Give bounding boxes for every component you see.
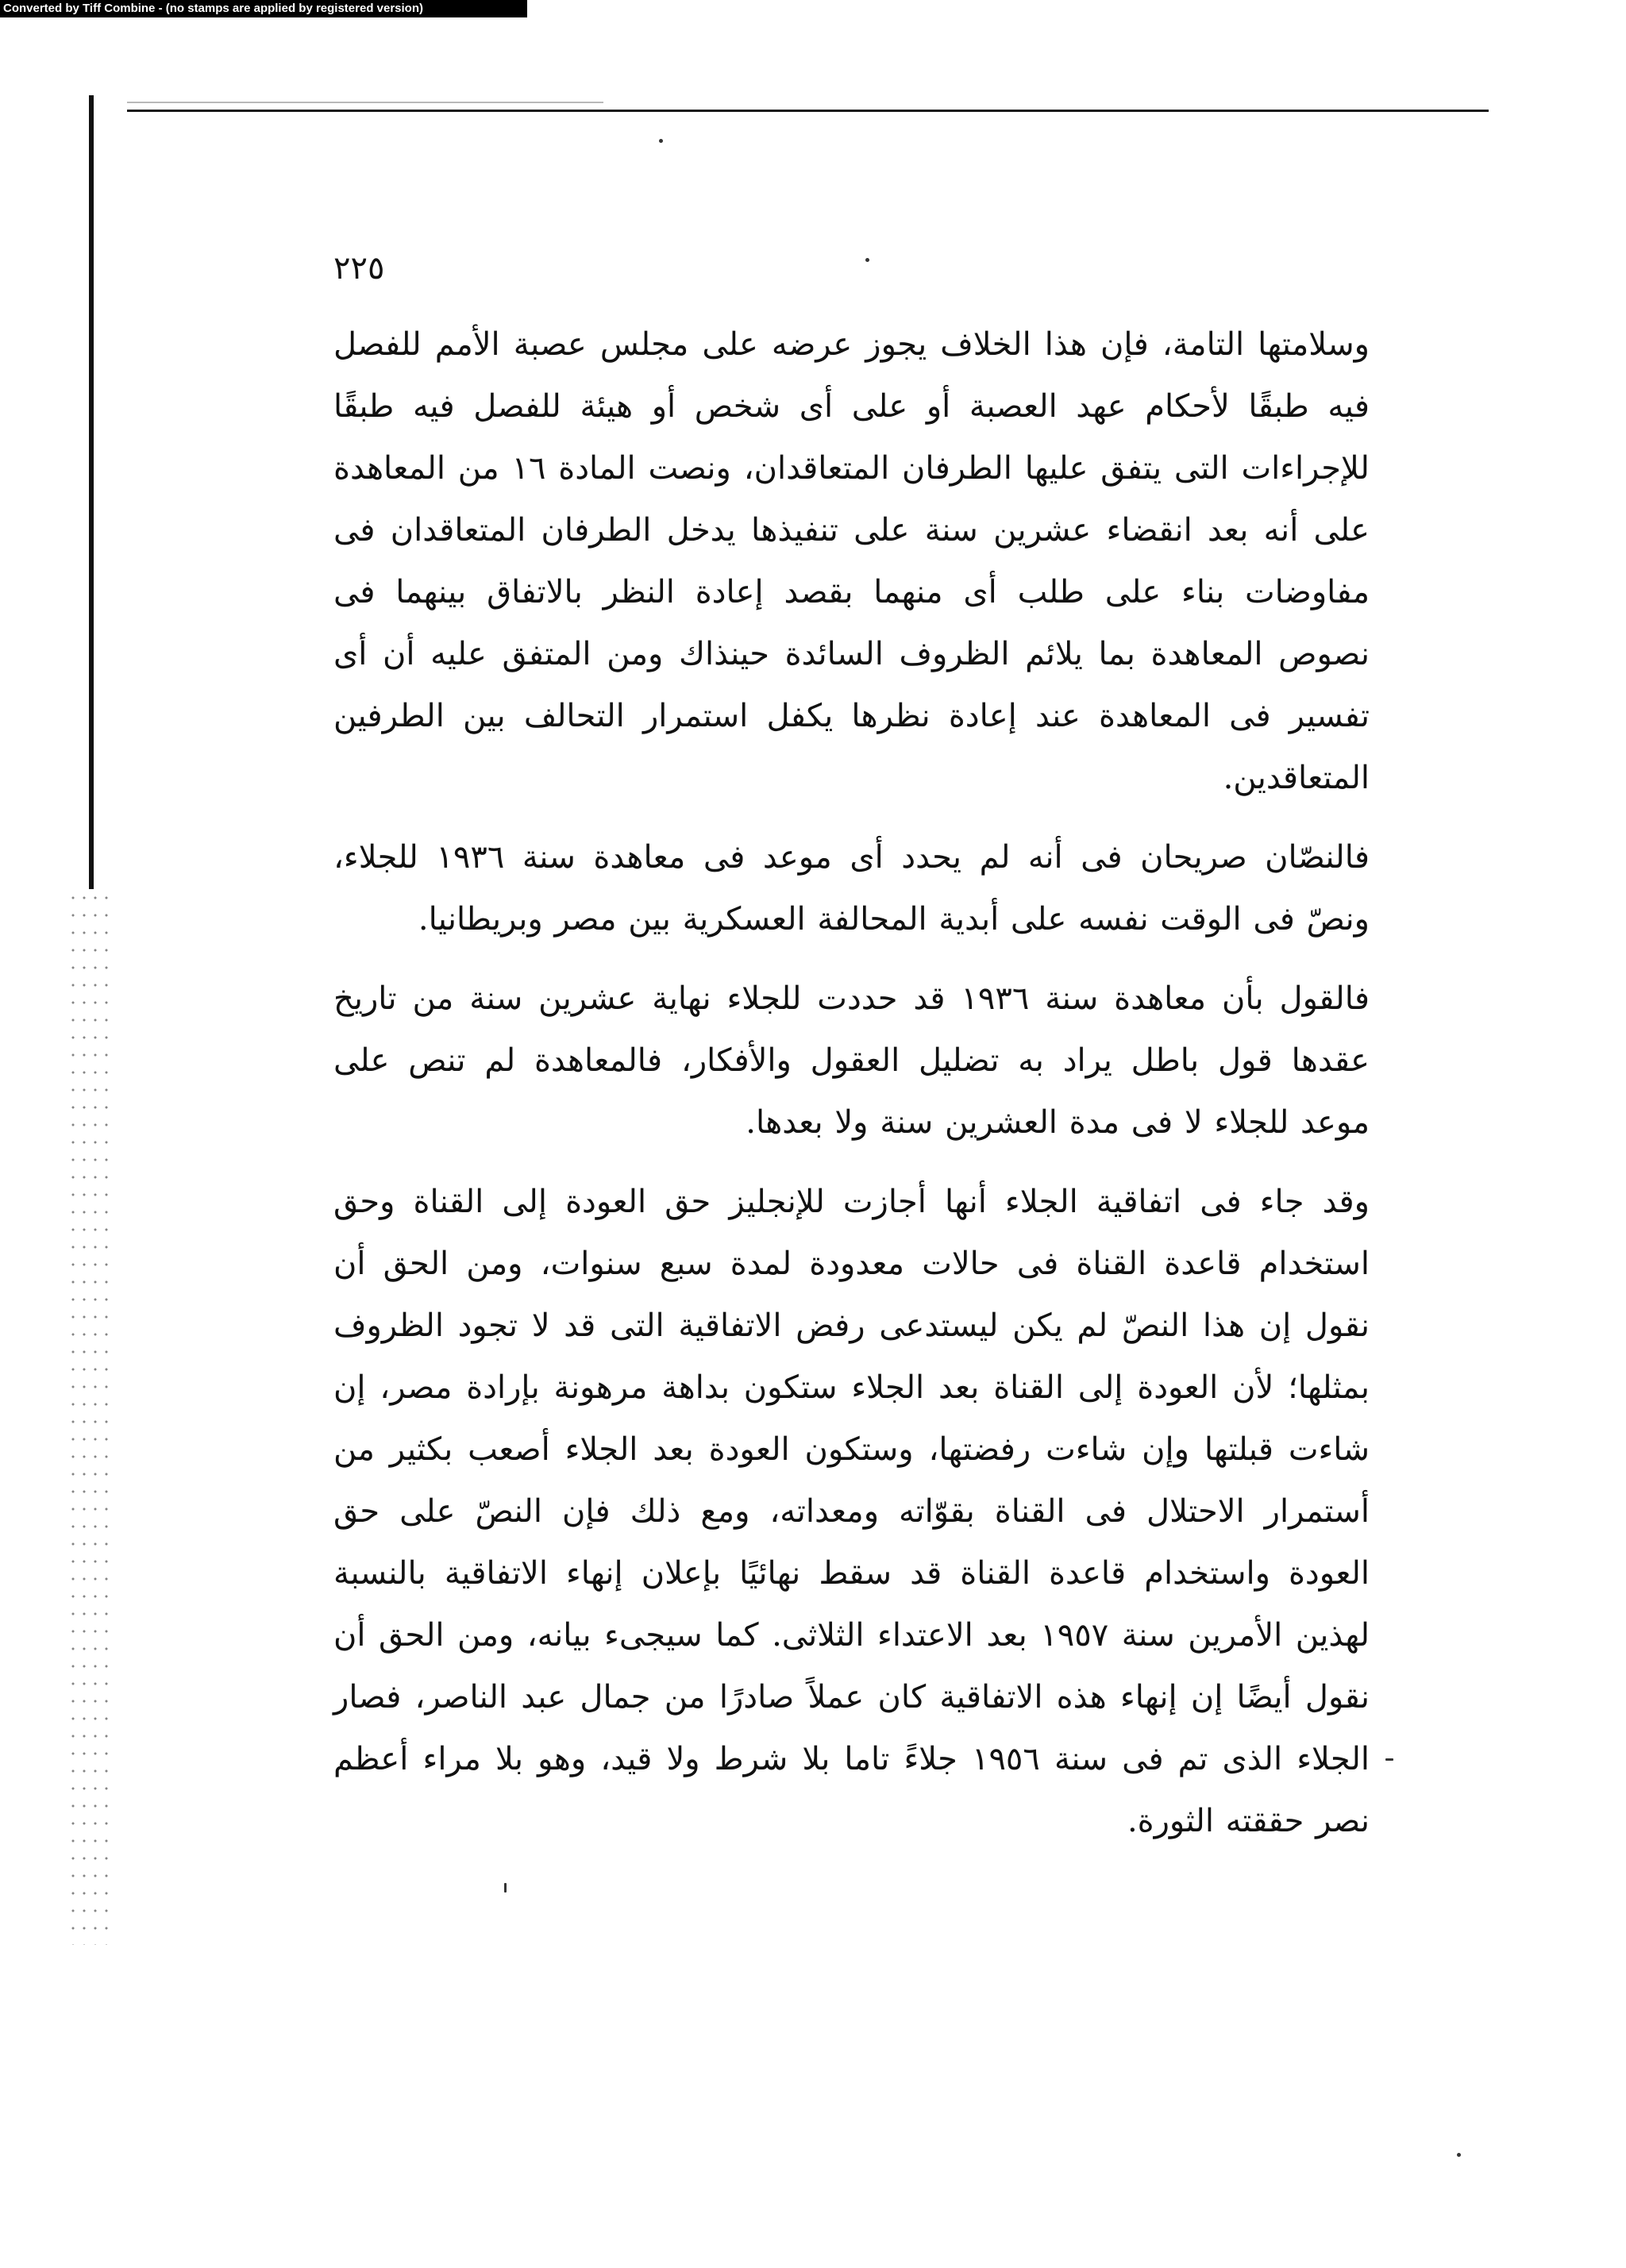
scan-binding-edge (89, 95, 105, 889)
scan-speck (1385, 1758, 1393, 1761)
paragraph-2: فالنصّان صريحان فى أنه لم يحدد أى موعد فى معاهدة سنة ١٩٣٦ للجلاء، ونصّ فى الوقت نفسه على أبدية المحالفة العسكرية بين مصر وبريطانيا. (333, 839, 1370, 938)
header-rule (127, 110, 1489, 112)
scan-binding-specks (67, 889, 115, 1945)
scan-speck (659, 139, 663, 143)
paragraph-3: فالقول بأن معاهدة سنة ١٩٣٦ قد حددت للجلاء نهاية عشرين سنة من تاريخ عقدها قول باطل يراد به تضليل العقول والأفكار، فالمعاهدة لم تنص على موعد للجلاء لا فى مدة العشرين سنة ولا بعدها. (333, 980, 1370, 1141)
converter-banner: Converted by Tiff Combine - (no stamps are applied by registered version) (0, 0, 527, 17)
paragraph-1: وسلامتها التامة، فإن هذا الخلاف يجوز عرضه على مجلس عصبة الأمم للفصل فيه طبقًا لأحكام عهد العصبة أو على أى شخص أو هيئة للفصل فيه طبقًا للإجراءات التى يتفق عليها الطرفان المتعاقدان، ونصت المادة ١٦ من المعاهدة على أنه بعد انقضاء عشرين سنة على تنفيذها يدخل الطرفان المتعاقدان فى مفاوضات بناء على طلب أى منهما بقصد إعادة النظر بالاتفاق بينهما فى نصوص المعاهدة بما يلائم الظروف السائدة حينذاك ومن المتفق عليه أن أى تفسير فى المعاهدة عند إعادة نظرها يكفل استمرار التحالف بين الطرفين المتعاقدين. (333, 326, 1370, 796)
body-text (333, 314, 1370, 1852)
page-number: ٢٢٥ (333, 250, 385, 287)
paragraph-4: وقد جاء فى اتفاقية الجلاء أنها أجازت للإنجليز حق العودة إلى القناة وحق استخدام قاعدة القناة فى حالات معدودة لمدة سبع سنوات، ومن الحق أن نقول إن هذا النصّ لم يكن ليستدعى رفض الاتفاقية التى قد لا تجود الظروف بمثلها؛ لأن العودة إلى القناة بعد الجلاء ستكون بداهة مرهونة بإرادة مصر، إن شاءت قبلتها وإن شاءت رفضتها، وستكون العودة بعد الجلاء أصعب بكثير من أستمرار الاحتلال فى القناة بقوّاته ومعداته، ومع ذلك فإن النصّ على حق العودة واستخدام قاعدة القناة قد سقط نهائيًا بإعلان إنهاء الاتفاقية بالنسبة لهذين الأمرين سنة ١٩٥٧ بعد الاعتداء الثلاثى. كما سيجىء بيانه، ومن الحق أن نقول أيضًا إن إنهاء هذه الاتفاقية كان عملاً صادرًا من جمال عبد الناصر، فصار الجلاء الذى تم فى سنة ١٩٥٦ جلاءً تاما بلا شرط ولا قيد، وهو بلا مراء أعظم نصر حققته الثورة. (333, 1184, 1370, 1839)
scan-speck (1457, 2153, 1461, 2157)
scan-speck (504, 1883, 507, 1893)
scan-speck (865, 258, 869, 262)
faint-rule (127, 102, 603, 103)
